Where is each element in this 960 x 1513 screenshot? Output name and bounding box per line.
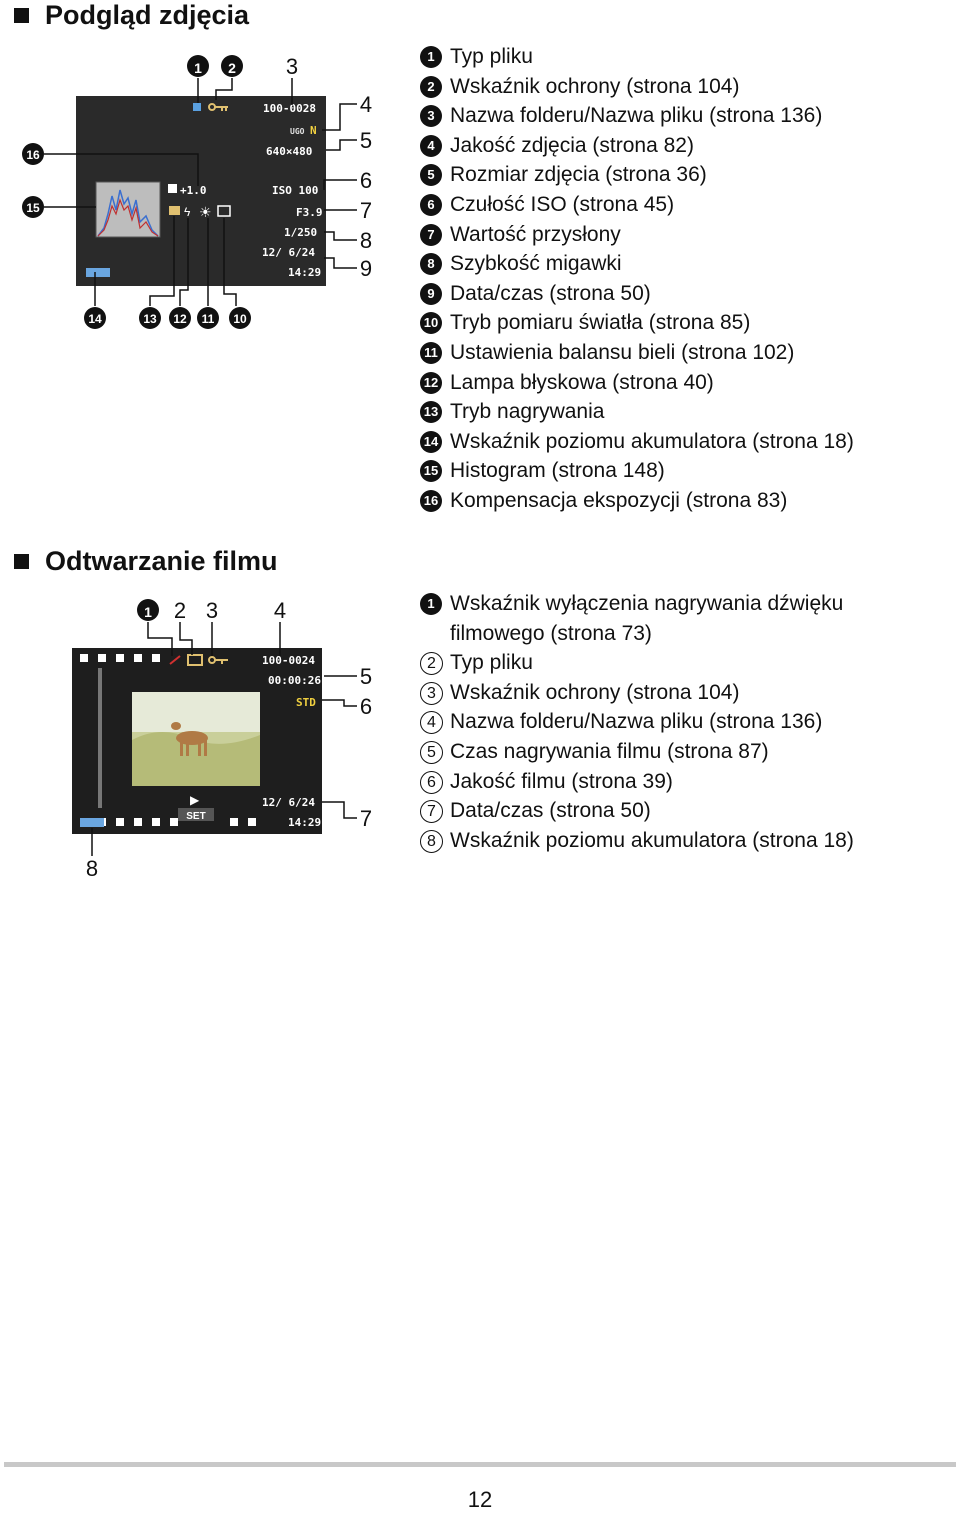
callout-4: 4 [359,92,373,117]
lcd-time: 14:29 [288,816,322,829]
lcd-date: 12/ 6/24 [262,246,315,259]
legend-item: 8 Wskaźnik poziomu akumulatora (strona 18) [420,826,854,856]
callout-13: 13 [143,312,157,326]
legend-item: 3 Nazwa folderu/Nazwa pliku (strona 136) [420,101,854,131]
lcd-quality: N [310,124,317,137]
callout-10: 10 [233,312,247,326]
lcd-shutter: 1/250 [284,226,318,239]
callout-14: 14 [88,312,102,326]
legend-item: 4 Nazwa folderu/Nazwa pliku (strona 136) [420,707,854,737]
legend-item: 4 Jakość zdjęcia (strona 82) [420,131,854,161]
legend-item: 6 Czułość ISO (strona 45) [420,190,854,220]
legend-item: 15 Histogram (strona 148) [420,456,854,486]
callout-7: 7 [359,198,373,223]
legend-item: 3 Wskaźnik ochrony (strona 104) [420,678,854,708]
callout-3: 3 [285,54,299,79]
legend-item: 11 Ustawienia balansu bieli (strona 102) [420,338,854,368]
legend-item-continuation: filmowego (strona 73) [450,621,652,645]
callout-3: 3 [205,598,219,623]
section-title-movie-playback: Odtwarzanie filmu [14,546,278,577]
legend-item: 13 Tryb nagrywania [420,397,854,427]
lcd-quality-icon: UGO [290,127,305,136]
legend-item: 16 Kompensacja ekspozycji (strona 83) [420,486,854,516]
lcd-iso: ISO 100 [272,184,319,197]
callout-2: 2 [173,598,187,623]
play-icon: ▶ [190,793,200,807]
photo-preview-diagram [0,40,400,340]
callout-8: 8 [85,856,99,881]
legend-item: 5 Rozmiar zdjęcia (strona 36) [420,160,854,190]
legend-item: 2 Wskaźnik ochrony (strona 104) [420,72,854,102]
page-number: 12 [467,1487,493,1512]
lcd-date: 12/ 6/24 [262,796,315,809]
file-type-icon [193,103,201,111]
legend-item: 2 Typ pliku [420,648,854,678]
legend-item: 6 Jakość filmu (strona 39) [420,767,854,797]
lcd-time: 14:29 [288,266,322,279]
lcd-folder-file: 100-0024 [262,654,315,667]
callout-6: 6 [359,168,373,193]
lcd-aperture: F3.9 [296,206,323,219]
legend-item: 1 Typ pliku [420,42,854,72]
callout-11: 11 [201,312,215,326]
callout-7: 7 [359,806,373,831]
record-mode-icon [169,206,180,215]
callout-1: 1 [194,60,202,76]
callout-15: 15 [26,201,40,215]
movie-playback-diagram [0,590,400,890]
callout-1: 1 [144,604,152,620]
footer-divider [4,1462,956,1467]
callout-8: 8 [359,228,373,253]
section-title-photo-preview: Podgląd zdjęcia [14,0,249,31]
ev-icon [168,184,177,193]
battery-icon [80,818,104,827]
callout-4: 4 [273,598,287,623]
photo-preview-legend [420,42,854,516]
callout-12: 12 [173,312,187,326]
legend-item: 5 Czas nagrywania filmu (strona 87) [420,737,854,767]
set-button-label: SET [186,811,206,822]
legend-item: 7 Data/czas (strona 50) [420,796,854,826]
legend-item: 12 Lampa błyskowa (strona 40) [420,368,854,398]
callout-5: 5 [359,128,373,153]
legend-item: 1 Wskaźnik wyłączenia nagrywania dźwięku [420,589,854,619]
movie-playback-legend [420,589,854,855]
callout-2: 2 [228,60,236,76]
lcd-size: 640×480 [266,145,313,158]
callout-9: 9 [359,256,373,281]
callout-16: 16 [26,148,40,162]
white-balance-icon: ☀ [199,204,212,220]
battery-icon [86,268,110,277]
callout-6: 6 [359,694,373,719]
legend-item: 9 Data/czas (strona 50) [420,279,854,309]
lcd-ev: +1.0 [180,184,207,197]
lcd-folder-file: 100-0028 [263,102,316,115]
legend-item: 7 Wartość przysłony [420,220,854,250]
lcd-quality: STD [296,696,316,709]
square-bullet-icon [14,8,29,23]
flash-icon: ϟ [184,205,191,219]
square-bullet-icon [14,554,29,569]
legend-item: 14 Wskaźnik poziomu akumulatora (strona 18) [420,427,854,457]
lcd-duration: 00:00:26 [268,674,321,687]
legend-item: 10 Tryb pomiaru światła (strona 85) [420,308,854,338]
legend-item: 8 Szybkość migawki [420,249,854,279]
callout-5: 5 [359,664,373,689]
